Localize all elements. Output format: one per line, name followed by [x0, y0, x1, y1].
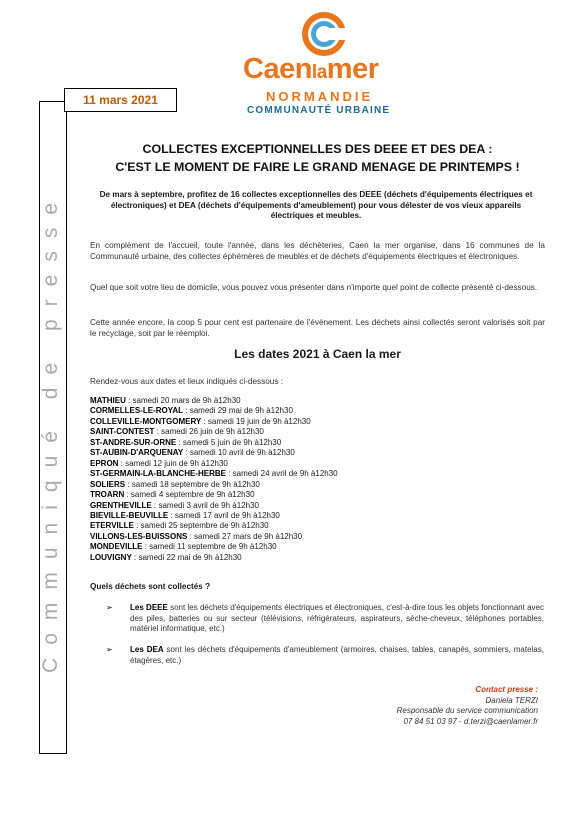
arrow-bullet-icon: ➢: [106, 603, 113, 612]
date-row: [90, 501, 510, 511]
date-commune: VILLONS-LES-BUISSONS: [90, 531, 188, 541]
date-row: [90, 469, 510, 479]
date-row: [90, 459, 510, 469]
date-row: [90, 511, 510, 521]
date-commune: LOUVIGNY: [90, 552, 132, 562]
paragraph-1: En complément de l'accueil, toute l'année, dans les déchèteries, Caen la mer organise, dans 16 communes de la Communauté urbaine, des collectes éphémères de meubles et de déchets d'équipements électriques et électroniques.: [90, 241, 545, 261]
vertical-label: Communiqué de presse: [39, 190, 62, 673]
question-heading: Quels déchets sont collectés ?: [90, 582, 211, 591]
date-box: [64, 88, 177, 112]
date-when: : samedi 27 mars de 9h à12h30: [187, 531, 303, 541]
date-commune: EPRON: [90, 458, 119, 468]
date-commune: COLLEVILLE-MONTGOMERY: [90, 416, 202, 426]
caen-la-mer-logo-mark: [300, 10, 348, 58]
date-commune: GRENTHEVILLE: [90, 500, 152, 510]
title-line-1: COLLECTES EXCEPTIONNELLES DES DEEE ET DES DEA :: [142, 142, 493, 156]
logo-wordmark: [243, 54, 378, 88]
contact-name: Daniela TERZI: [485, 695, 538, 705]
dates-list: [90, 396, 510, 563]
date-row: [90, 406, 510, 416]
date-commune: ST-GERMAIN-LA-BLANCHE-HERBE: [90, 469, 226, 479]
date-commune: TROARN: [90, 490, 125, 500]
date-row: [90, 427, 510, 437]
bullet-text: sont les déchets d'équipements électriques et électroniques, c'est-à-dire tous les objets fonctionnant avec des piles, batteries ou sur secteur (télévisions, réfrigérateurs, aspirateurs, sèche-cheveux, téléphones portables, matériel informatique, etc.): [130, 603, 544, 634]
vertical-label-container: [31, 190, 71, 673]
logo-region: NORMANDIE: [266, 89, 374, 104]
title-line-2: C'EST LE MOMENT DE FAIRE LE GRAND MENAGE DE PRINTEMPS !: [115, 160, 520, 174]
contact-line: 07 84 51 03 97 - d.terzi@caenlamer.fr: [403, 716, 538, 726]
bullet-term: Les DEA: [130, 645, 164, 654]
contact-role: Responsable du service communication: [396, 706, 538, 716]
date-when: : samedi 3 avril de 9h à12h30: [151, 500, 259, 510]
date-when: : samedi 24 avril de 9h à12h30: [226, 469, 338, 479]
rdv-intro: Rendez-vous aux dates et lieux indiqués ci-dessous :: [90, 377, 283, 386]
date-when: : samedi 19 juin de 9h à12h30: [201, 416, 311, 426]
date-commune: MONDEVILLE: [90, 542, 143, 552]
date-commune: ST-ANDRE-SUR-ORNE: [90, 437, 177, 447]
arrow-bullet-icon: ➢: [106, 645, 113, 654]
logo-word-la: la: [311, 62, 327, 83]
date-commune: BIEVILLE-BEUVILLE: [90, 510, 169, 520]
logo-word-mer: mer: [326, 53, 379, 85]
date-row: [90, 553, 510, 563]
contact-label: Contact presse :: [475, 685, 538, 694]
date-when: : samedi 11 septembre de 9h à12h30: [142, 542, 277, 552]
bullet-term: Les DEEE: [130, 603, 168, 612]
date-when: : samedi 22 mai de 9h à12h30: [131, 552, 242, 562]
date-row: [90, 448, 510, 458]
date-when: : samedi 17 avril de 9h à12h30: [168, 510, 280, 520]
release-date: 11 mars 2021: [83, 93, 158, 107]
press-contact: [330, 685, 538, 727]
date-commune: MATHIEU: [90, 396, 126, 405]
logo-word-caen: Caen: [243, 53, 312, 85]
bullet-deee: [106, 603, 544, 635]
dates-title: Les dates 2021 à Caen la mer: [234, 347, 401, 361]
date-when: : samedi 4 septembre de 9h à12h30: [124, 490, 255, 500]
frame-top-line: [39, 101, 65, 102]
date-row: [90, 490, 510, 500]
date-when: : samedi 20 mars de 9h à12h30: [125, 396, 241, 405]
date-row: [90, 480, 510, 490]
date-when: : samedi 5 juin de 9h à12h30: [176, 437, 282, 447]
date-row: [90, 396, 510, 406]
date-commune: CORMELLES-LE-ROYAL: [90, 406, 184, 416]
date-when: : samedi 18 septembre de 9h à12h30: [125, 479, 260, 489]
date-when: : samedi 25 septembre de 9h à12h30: [133, 521, 269, 531]
paragraph-3: Cette année encore, la coop 5 pour cent est partenaire de l'évènement. Les déchets ainsi collectés seront valorisés soit par le recyclage, soit par le réemploi.: [90, 318, 545, 338]
paragraph-2: Quel que soit votre lieu de domicile, vous pouvez vous présenter dans n'importe quel point de collecte présenté ci-dessous.: [90, 283, 538, 292]
date-when: : samedi 12 juin de 9h à12h30: [118, 458, 228, 468]
bullet-text: sont les déchets d'équipements d'ameublement (armoires, chaises, tables, canapés, sommiers, matelas, étagères, etc.): [130, 645, 544, 665]
lead-paragraph: De mars à septembre, profitez de 16 collectes exceptionnelles des DEEE (déchets d'équipements électriques et électroniques) et DEA (déchets d'équipements d'ameublement) pour vous délester de vos vieux appareils électriques et meubles.: [99, 190, 533, 221]
date-when: : samedi 29 mai de 9h à12h30: [183, 406, 293, 416]
date-row: [90, 438, 510, 448]
date-row: [90, 542, 510, 552]
date-when: : samedi 26 juin de 9h à12h30: [154, 427, 264, 437]
date-row: [90, 417, 510, 427]
date-commune: SAINT-CONTEST: [90, 427, 155, 437]
date-commune: SOLIERS: [90, 479, 126, 489]
date-row: [90, 521, 510, 531]
date-row: [90, 532, 510, 542]
date-when: : samedi 10 avril de 9h à12h30: [183, 448, 295, 458]
bullet-dea: [106, 645, 544, 666]
date-commune: ETERVILLE: [90, 521, 134, 531]
logo-subtitle: COMMUNAUTÉ URBAINE: [247, 105, 391, 116]
date-commune: ST-AUBIN-D'ARQUENAY: [90, 448, 184, 458]
